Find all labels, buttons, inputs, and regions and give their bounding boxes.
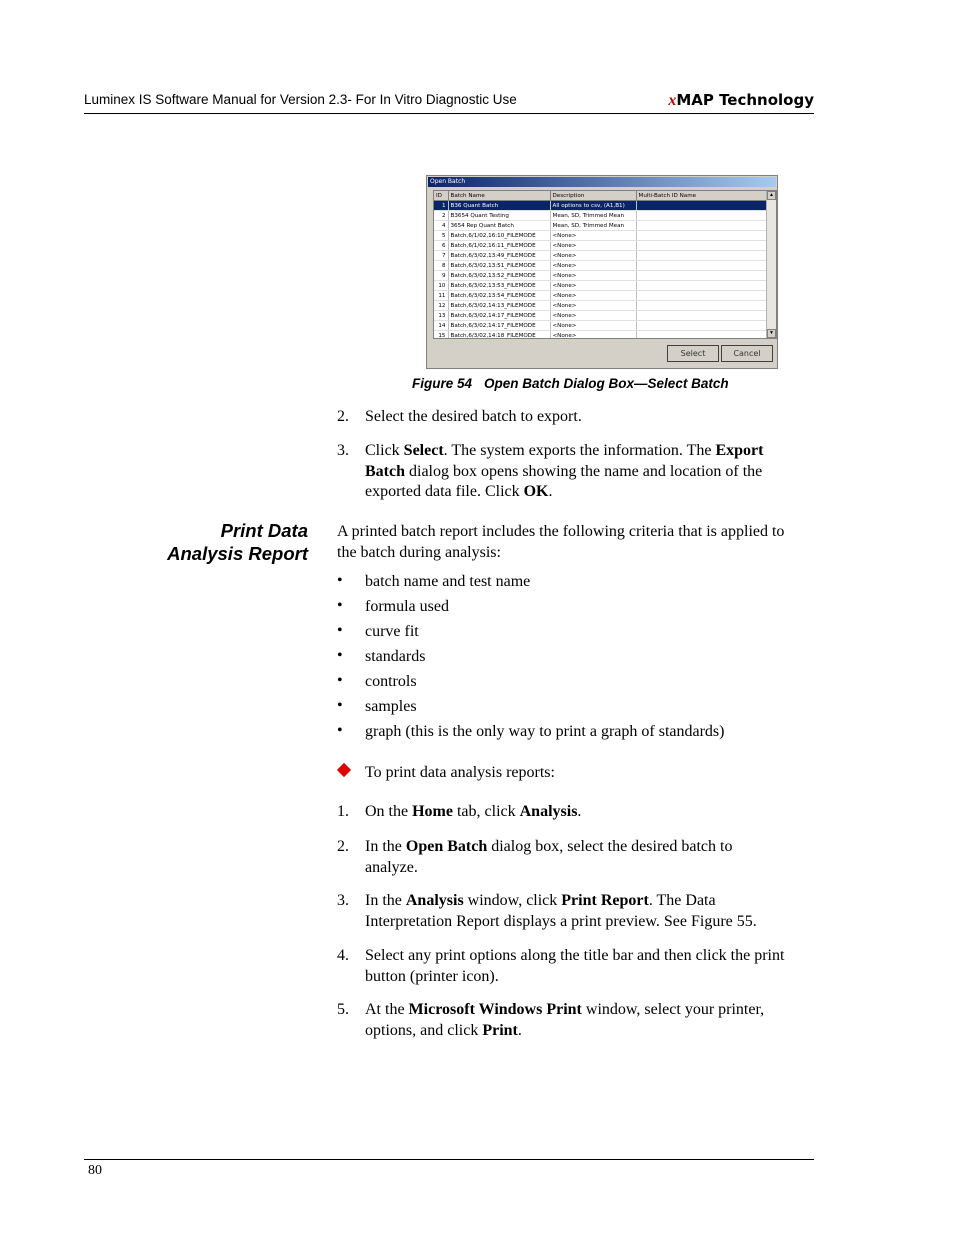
section-heading-line: Print Data [220, 520, 308, 541]
step-text [365, 891, 785, 932]
step-number: 1. [337, 803, 349, 820]
procedure-title: To print data analysis reports: [365, 764, 555, 781]
grid-cell-desc: <None> [550, 241, 636, 251]
grid-cell-name: Batch,6/3/02,14:18_FILEMODE [448, 331, 550, 340]
brand-main: MAP Technology [676, 91, 814, 109]
section-intro: A printed batch report includes the following criteria that is applied to the batch during analysis: [337, 523, 785, 561]
grid-column-header[interactable]: Batch Name [448, 191, 550, 201]
text-run: On the [365, 803, 413, 820]
grid-cell-id: 7 [434, 251, 448, 261]
grid-cell-id: 12 [434, 301, 448, 311]
bullet-item: controls [365, 673, 417, 690]
grid-cell-desc: Mean, SD, Trimmed Mean [550, 221, 636, 231]
bullet-mark: • [337, 622, 343, 639]
text-run: . [577, 803, 582, 820]
grid-cell-desc: <None> [550, 321, 636, 331]
grid-cell-name: Batch,6/3/02,13:51_FILEMODE [448, 261, 550, 271]
bullet-mark: • [337, 597, 343, 614]
text-run: . [548, 483, 553, 500]
ui-term: Export Batch [365, 442, 764, 480]
grid-cell-desc: <None> [550, 281, 636, 291]
grid-cell-multi [636, 231, 768, 241]
grid-cell-name: Batch,6/1/02,16:11_FILEMODE [448, 241, 550, 251]
text-run: Select the desired batch to export. [365, 408, 582, 425]
grid-cell-multi [636, 281, 768, 291]
table-row[interactable] [434, 311, 768, 321]
scroll-down-icon[interactable]: ▼ [767, 329, 776, 338]
grid-cell-name: Batch,6/3/02,14:13_FILEMODE [448, 301, 550, 311]
grid-cell-name: 3654 Rep Quant Batch [448, 221, 550, 231]
footer-rule [84, 1159, 814, 1160]
grid-cell-desc: <None> [550, 231, 636, 241]
grid-cell-multi [636, 221, 768, 231]
dialog-title: Open Batch [428, 177, 776, 187]
figure-title: Open Batch Dialog Box—Select Batch [484, 376, 729, 391]
table-row[interactable] [434, 221, 768, 231]
running-header-brand [668, 91, 814, 110]
grid-cell-name: Batch,6/3/02,13:53_FILEMODE [448, 281, 550, 291]
grid-cell-name: Batch,6/3/02,14:17_FILEMODE [448, 321, 550, 331]
text-run: dialog box opens showing the name and location of the exported data file. Click [365, 462, 763, 500]
page-number: 80 [88, 1163, 102, 1178]
grid-cell-id: 6 [434, 241, 448, 251]
scroll-up-icon[interactable]: ▲ [767, 191, 776, 200]
grid-cell-multi [636, 201, 768, 211]
text-run: window, click [463, 892, 562, 909]
table-row[interactable] [434, 281, 768, 291]
bullet-item: curve fit [365, 623, 419, 640]
text-run: In the [365, 892, 406, 909]
step-text [365, 407, 805, 428]
grid-cell-name: Batch,6/3/02,13:52_FILEMODE [448, 271, 550, 281]
grid-column-header[interactable]: Description [550, 191, 636, 201]
grid-cell-id: 8 [434, 261, 448, 271]
table-row[interactable] [434, 261, 768, 271]
grid-cell-multi [636, 321, 768, 331]
bullet-item: samples [365, 698, 417, 715]
step-text [365, 802, 805, 823]
table-row[interactable] [434, 231, 768, 241]
ui-term: Microsoft Windows Print [408, 1001, 582, 1018]
figure-caption [412, 376, 729, 391]
open-batch-dialog [426, 175, 778, 369]
table-row[interactable] [434, 331, 768, 340]
step-text [365, 441, 805, 503]
grid-cell-name: Batch,6/3/02,13:54_FILEMODE [448, 291, 550, 301]
procedure-diamond-icon [337, 763, 351, 777]
grid-cell-multi [636, 271, 768, 281]
table-row[interactable] [434, 251, 768, 261]
text-run: dialog box, select the desired batch to analyze. [365, 838, 733, 876]
grid-cell-id: 2 [434, 211, 448, 221]
step-text [365, 837, 780, 878]
grid-cell-desc: All options to csv, (A1,B1) [550, 201, 636, 211]
step-number: 3. [337, 442, 349, 459]
bullet-mark: • [337, 697, 343, 714]
ui-term: Analysis [519, 803, 578, 820]
grid-cell-desc: <None> [550, 331, 636, 340]
grid-cell-name: B3654 Quant Testing [448, 211, 550, 221]
grid-cell-name: Batch,6/3/02,13:49_FILEMODE [448, 251, 550, 261]
bullet-item: formula used [365, 598, 449, 615]
table-row[interactable] [434, 321, 768, 331]
grid-cell-multi [636, 291, 768, 301]
step-text [365, 1000, 805, 1041]
step-text [365, 946, 785, 987]
text-run: At the [365, 1001, 409, 1018]
grid-cell-multi [636, 261, 768, 271]
running-header-title: Luminex IS Software Manual for Version 2.3- For In Vitro Diagnostic Use [84, 92, 517, 107]
grid-cell-multi [636, 251, 768, 261]
grid-cell-id: 14 [434, 321, 448, 331]
cancel-button[interactable]: Cancel [721, 345, 773, 362]
bullet-item: batch name and test name [365, 573, 531, 590]
table-row[interactable] [434, 201, 768, 211]
table-row[interactable] [434, 301, 768, 311]
grid-cell-desc: <None> [550, 301, 636, 311]
grid-cell-multi [636, 331, 768, 340]
grid-cell-name: Batch,6/1/02,16:10_FILEMODE [448, 231, 550, 241]
grid-cell-desc: <None> [550, 311, 636, 321]
grid-cell-id: 13 [434, 311, 448, 321]
table-row[interactable] [434, 271, 768, 281]
grid-cell-id: 1 [434, 201, 448, 211]
bullet-item: graph (this is the only way to print a graph of standards) [365, 723, 725, 740]
step-number: 4. [337, 947, 349, 964]
text-run: In the [365, 838, 406, 855]
bullet-item: standards [365, 648, 426, 665]
grid-cell-id: 9 [434, 271, 448, 281]
header-rule [84, 113, 814, 114]
grid-cell-desc: <None> [550, 291, 636, 301]
ui-term: Analysis [405, 892, 464, 909]
grid-cell-id: 10 [434, 281, 448, 291]
ui-term: Open Batch [405, 838, 488, 855]
grid-cell-desc: <None> [550, 271, 636, 281]
grid-cell-multi [636, 311, 768, 321]
text-run: Click [365, 442, 404, 459]
ui-term: Print Report [561, 892, 649, 909]
bullet-mark: • [337, 572, 343, 589]
select-button[interactable]: Select [667, 345, 719, 362]
batch-grid [433, 190, 777, 339]
text-run: Select any print options along the title bar and then click the print button (printer icon). [365, 947, 785, 985]
grid-cell-multi [636, 241, 768, 251]
text-run: . [517, 1021, 522, 1039]
brand-prefix: x [668, 92, 677, 109]
bullet-mark: • [337, 647, 343, 664]
section-heading-line: Analysis Report [167, 542, 308, 564]
grid-column-header[interactable]: Multi-Batch ID Name [636, 191, 768, 201]
step-number: 2. [337, 408, 349, 425]
step-number: 3. [337, 892, 349, 909]
bullet-mark: • [337, 672, 343, 689]
text-run: . The Data Interpretation Report displays a print preview. See Figure 55. [365, 892, 757, 930]
table-row[interactable] [434, 241, 768, 251]
step-number: 2. [337, 838, 349, 855]
figure-label: Figure 54 [412, 376, 473, 391]
grid-cell-desc: <None> [550, 251, 636, 261]
section-heading [167, 520, 308, 565]
ui-term: OK [523, 483, 549, 500]
bullet-mark: • [337, 722, 343, 739]
ui-term: Home [412, 803, 453, 820]
grid-cell-id: 11 [434, 291, 448, 301]
grid-scrollbar[interactable] [766, 191, 776, 338]
ui-term: Print [482, 1021, 518, 1039]
grid-cell-id: 15 [434, 331, 448, 340]
text-run: . The system exports the information. The [443, 442, 716, 459]
grid-cell-desc: Mean, SD, Trimmed Mean [550, 211, 636, 221]
grid-cell-id: 5 [434, 231, 448, 241]
step-number: 5. [337, 1001, 349, 1018]
grid-column-header[interactable]: ID [434, 191, 448, 201]
text-run: window, select your printer, options, and click [365, 1001, 765, 1039]
table-row[interactable] [434, 291, 768, 301]
grid-cell-desc: <None> [550, 261, 636, 271]
grid-cell-name: B36 Quant Batch [448, 201, 550, 211]
grid-cell-id: 4 [434, 221, 448, 231]
grid-cell-name: Batch,6/3/02,14:17_FILEMODE [448, 311, 550, 321]
text-run: tab, click [452, 803, 520, 820]
table-row[interactable] [434, 211, 768, 221]
grid-cell-multi [636, 301, 768, 311]
ui-term: Select [403, 442, 444, 459]
grid-cell-multi [636, 211, 768, 221]
